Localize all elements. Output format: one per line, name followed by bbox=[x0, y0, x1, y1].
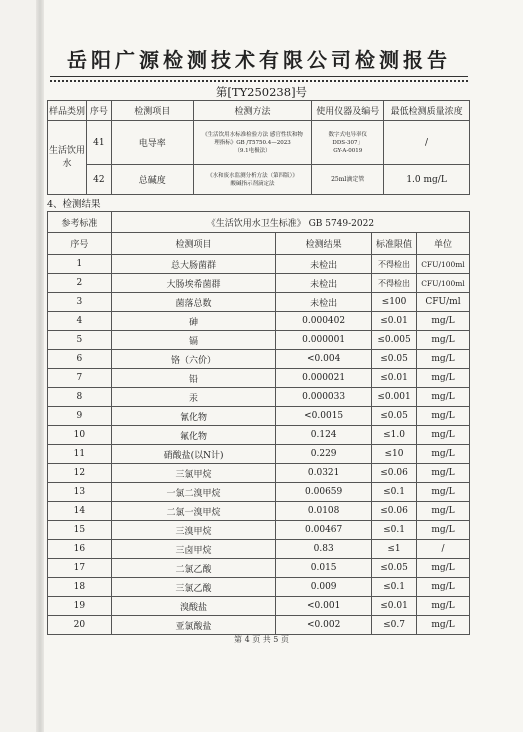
table-row bbox=[48, 255, 470, 274]
test-result: 0.00467 bbox=[276, 521, 372, 540]
method-row-min-conc: / bbox=[384, 121, 470, 165]
header-cell: 检测项目 bbox=[111, 233, 275, 255]
method-line: 《水和废水监测分析方法（第四版）》 bbox=[207, 172, 298, 179]
standard-limit: ≤0.06 bbox=[372, 502, 417, 521]
method-row-instrument bbox=[312, 165, 384, 195]
method-row-no: 41 bbox=[86, 121, 111, 165]
row-number: 15 bbox=[48, 521, 112, 540]
table-row bbox=[48, 521, 470, 540]
test-item: 铬（六价） bbox=[111, 350, 275, 369]
unit: mg/L bbox=[417, 483, 470, 502]
method-line: （9.1电极法） bbox=[234, 147, 271, 154]
test-item: 溴酸盐 bbox=[111, 597, 275, 616]
instrument-line: 数字式电导率仪 bbox=[328, 131, 367, 138]
table-row bbox=[48, 559, 470, 578]
table-row bbox=[48, 597, 470, 616]
row-number: 3 bbox=[48, 293, 112, 312]
unit: mg/L bbox=[417, 331, 470, 350]
test-result: 0.000001 bbox=[276, 331, 372, 350]
standard-limit: ≤0.1 bbox=[372, 521, 417, 540]
table-row bbox=[48, 388, 470, 407]
test-item: 汞 bbox=[111, 388, 275, 407]
reference-label: 参考标准 bbox=[48, 212, 112, 233]
row-number: 18 bbox=[48, 578, 112, 597]
row-number: 14 bbox=[48, 502, 112, 521]
header-cell: 单位 bbox=[417, 233, 470, 255]
table-row bbox=[48, 426, 470, 445]
row-number: 8 bbox=[48, 388, 112, 407]
method-line: 《生活饮用水标准检验方法 感官性状和物 bbox=[202, 131, 303, 138]
method-row-method bbox=[193, 165, 312, 195]
test-result: 0.000402 bbox=[276, 312, 372, 331]
test-item: 氟化物 bbox=[111, 426, 275, 445]
row-number: 11 bbox=[48, 445, 112, 464]
standard-limit: ≤10 bbox=[372, 445, 417, 464]
test-item: 二氯一溴甲烷 bbox=[111, 502, 275, 521]
header-cell: 检测方法 bbox=[193, 101, 312, 121]
standard-limit: ≤1 bbox=[372, 540, 417, 559]
unit: mg/L bbox=[417, 464, 470, 483]
table-row bbox=[48, 312, 470, 331]
header-rule-dotted bbox=[50, 80, 468, 82]
method-row-item: 电导率 bbox=[111, 121, 193, 165]
unit: mg/L bbox=[417, 445, 470, 464]
table-row bbox=[48, 464, 470, 483]
method-row-no: 42 bbox=[86, 165, 111, 195]
method-row-method bbox=[193, 121, 312, 165]
row-number: 9 bbox=[48, 407, 112, 426]
standard-limit: ≤0.01 bbox=[372, 597, 417, 616]
test-result: 0.83 bbox=[276, 540, 372, 559]
results-header-row bbox=[48, 233, 470, 255]
results-table bbox=[47, 211, 470, 635]
test-result: 0.000033 bbox=[276, 388, 372, 407]
method-row bbox=[48, 121, 470, 165]
section-heading: 4、检测结果 bbox=[47, 199, 101, 210]
unit: mg/L bbox=[417, 502, 470, 521]
table-row bbox=[48, 540, 470, 559]
instrument-line: 25ml滴定管 bbox=[331, 175, 365, 183]
unit: mg/L bbox=[417, 559, 470, 578]
test-result: 0.015 bbox=[276, 559, 372, 578]
test-result: 未检出 bbox=[276, 274, 372, 293]
test-result: 未检出 bbox=[276, 293, 372, 312]
test-item: 三氯甲烷 bbox=[111, 464, 275, 483]
standard-limit: ≤0.7 bbox=[372, 616, 417, 635]
standard-limit: ≤0.01 bbox=[372, 312, 417, 331]
test-item: 氰化物 bbox=[111, 407, 275, 426]
unit: mg/L bbox=[417, 597, 470, 616]
test-item: 三氯乙酸 bbox=[111, 578, 275, 597]
test-item: 二氯乙酸 bbox=[111, 559, 275, 578]
row-number: 20 bbox=[48, 616, 112, 635]
header-cell: 样品类别 bbox=[48, 101, 87, 121]
table-row bbox=[48, 445, 470, 464]
table-row bbox=[48, 483, 470, 502]
standard-limit: ≤0.1 bbox=[372, 578, 417, 597]
header-cell: 使用仪器及编号 bbox=[312, 101, 384, 121]
standard-limit: ≤0.05 bbox=[372, 350, 417, 369]
test-item: 三卤甲烷 bbox=[111, 540, 275, 559]
header-cell: 检测项目 bbox=[111, 101, 193, 121]
test-result: <0.004 bbox=[276, 350, 372, 369]
test-item: 三溴甲烷 bbox=[111, 521, 275, 540]
method-line: 理指标》GB /T5750.4—2023 bbox=[214, 139, 291, 146]
header-cell: 检测结果 bbox=[276, 233, 372, 255]
company-title: 岳阳广源检测技术有限公司检测报告 bbox=[67, 48, 451, 72]
test-result: 未检出 bbox=[276, 255, 372, 274]
row-number: 1 bbox=[48, 255, 112, 274]
row-number: 17 bbox=[48, 559, 112, 578]
unit: mg/L bbox=[417, 426, 470, 445]
test-item: 菌落总数 bbox=[111, 293, 275, 312]
instrument-line: DDS-307」 bbox=[332, 139, 364, 146]
binding-shadow bbox=[36, 0, 44, 732]
test-result: 0.0321 bbox=[276, 464, 372, 483]
test-item: 硝酸盐(以N计) bbox=[111, 445, 275, 464]
standard-limit: ≤100 bbox=[372, 293, 417, 312]
row-number: 13 bbox=[48, 483, 112, 502]
test-result: 0.229 bbox=[276, 445, 372, 464]
reference-value: 《生活饮用水卫生标准》 GB 5749-2022 bbox=[111, 212, 469, 233]
row-number: 6 bbox=[48, 350, 112, 369]
standard-limit: ≤0.005 bbox=[372, 331, 417, 350]
header-cell: 最低检测质量浓度 bbox=[384, 101, 470, 121]
table-row bbox=[48, 502, 470, 521]
row-number: 19 bbox=[48, 597, 112, 616]
header-cell: 序号 bbox=[48, 233, 112, 255]
test-result: 0.00659 bbox=[276, 483, 372, 502]
table-row bbox=[48, 293, 470, 312]
standard-limit: ≤0.01 bbox=[372, 369, 417, 388]
header-cell: 标准限值 bbox=[372, 233, 417, 255]
unit: mg/L bbox=[417, 407, 470, 426]
sample-category: 生活饮用水 bbox=[48, 121, 87, 195]
row-number: 12 bbox=[48, 464, 112, 483]
method-row-min-conc: 1.0 mg/L bbox=[384, 165, 470, 195]
table-row bbox=[48, 350, 470, 369]
unit: CFU/100ml bbox=[417, 255, 470, 274]
method-line: 酸碱指示剂滴定法 bbox=[230, 180, 275, 187]
unit: mg/L bbox=[417, 521, 470, 540]
table-row bbox=[48, 616, 470, 635]
standard-limit: 不得检出 bbox=[372, 274, 417, 293]
unit: CFU/100ml bbox=[417, 274, 470, 293]
row-number: 5 bbox=[48, 331, 112, 350]
unit: mg/L bbox=[417, 369, 470, 388]
unit: CFU/ml bbox=[417, 293, 470, 312]
test-result: <0.002 bbox=[276, 616, 372, 635]
unit: mg/L bbox=[417, 350, 470, 369]
reference-standard-row bbox=[48, 212, 470, 233]
unit: / bbox=[417, 540, 470, 559]
standard-limit: ≤0.05 bbox=[372, 407, 417, 426]
standard-limit: ≤0.1 bbox=[372, 483, 417, 502]
test-result: 0.000021 bbox=[276, 369, 372, 388]
table-row bbox=[48, 578, 470, 597]
header-cell: 序号 bbox=[86, 101, 111, 121]
row-number: 7 bbox=[48, 369, 112, 388]
method-table bbox=[47, 100, 470, 195]
test-item: 亚氯酸盐 bbox=[111, 616, 275, 635]
test-result: 0.124 bbox=[276, 426, 372, 445]
method-row-instrument bbox=[312, 121, 384, 165]
table-row bbox=[48, 331, 470, 350]
test-result: <0.001 bbox=[276, 597, 372, 616]
standard-limit: ≤1.0 bbox=[372, 426, 417, 445]
table-row bbox=[48, 274, 470, 293]
unit: mg/L bbox=[417, 578, 470, 597]
method-table-header bbox=[48, 101, 470, 121]
test-item: 铅 bbox=[111, 369, 275, 388]
method-row-item: 总碱度 bbox=[111, 165, 193, 195]
table-row bbox=[48, 369, 470, 388]
test-result: 0.0108 bbox=[276, 502, 372, 521]
standard-limit: ≤0.001 bbox=[372, 388, 417, 407]
test-item: 镉 bbox=[111, 331, 275, 350]
method-row bbox=[48, 165, 470, 195]
test-result: 0.009 bbox=[276, 578, 372, 597]
row-number: 4 bbox=[48, 312, 112, 331]
results-body bbox=[48, 255, 470, 635]
instrument-line: GY-A-0019 bbox=[333, 147, 363, 154]
page-footer: 第 4 页 共 5 页 bbox=[234, 635, 289, 644]
unit: mg/L bbox=[417, 388, 470, 407]
row-number: 2 bbox=[48, 274, 112, 293]
row-number: 16 bbox=[48, 540, 112, 559]
unit: mg/L bbox=[417, 312, 470, 331]
standard-limit: ≤0.05 bbox=[372, 559, 417, 578]
test-item: 砷 bbox=[111, 312, 275, 331]
test-item: 大肠埃希菌群 bbox=[111, 274, 275, 293]
unit: mg/L bbox=[417, 616, 470, 635]
table-row bbox=[48, 407, 470, 426]
report-number: 第[TY250238]号 bbox=[215, 85, 308, 99]
test-item: 总大肠菌群 bbox=[111, 255, 275, 274]
header-rule-solid bbox=[50, 76, 468, 77]
row-number: 10 bbox=[48, 426, 112, 445]
test-item: 一氯二溴甲烷 bbox=[111, 483, 275, 502]
standard-limit: ≤0.06 bbox=[372, 464, 417, 483]
standard-limit: 不得检出 bbox=[372, 255, 417, 274]
test-result: <0.0015 bbox=[276, 407, 372, 426]
